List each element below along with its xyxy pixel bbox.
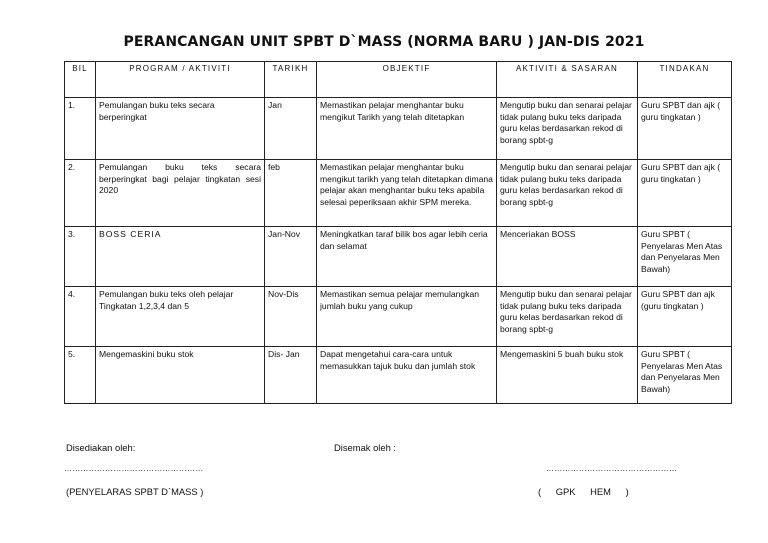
table-row	[65, 160, 732, 227]
checked-signature-line: …………………………………………	[546, 464, 678, 473]
cell-objektif: Memastikan pelajar menghantar buku mengikut tarikh yang telah ditetapkan dimana pelajar akan menghantar buku teks apabila selesai peperiksaan akhir SPM mereka.	[317, 160, 497, 227]
cell-aktiviti: Mengutip buku dan senarai pelajar tidak pulang buku teks daripada guru kelas berdasarkan rekod di borang spbt-g	[497, 287, 638, 347]
prepared-role: (PENYELARAS SPBT D`MASS )	[66, 486, 204, 497]
cell-tarikh: Dis- Jan	[265, 347, 317, 404]
cell-bil: 3.	[65, 227, 96, 287]
cell-tindakan: Guru SPBT ( Penyelaras Men Atas dan Penyelaras Men Bawah)	[638, 227, 732, 287]
cell-program: Pemulangan buku teks secara berperingkat bagi pelajar tingkatan sesi 2020	[96, 160, 265, 227]
cell-tarikh: feb	[265, 160, 317, 227]
cell-tindakan: Guru SPBT dan ajk ( guru tingkatan )	[638, 160, 732, 227]
cell-objektif: Memastikan semua pelajar memulangkan jumlah buku yang cukup	[317, 287, 497, 347]
header-tarikh: TARIKH	[265, 62, 317, 98]
cell-objektif: Dapat mengetahui cara-cara untuk memasukkan tajuk buku dan jumlah stok	[317, 347, 497, 404]
cell-aktiviti: Mengutip buku dan senarai pelajar tidak pulang buku teks daripada guru kelas berdasarkan rekod di borang spbt-g	[497, 98, 638, 160]
cell-program: Pemulangan buku teks secara berperingkat	[96, 98, 265, 160]
cell-aktiviti: Menceriakan BOSS	[497, 227, 638, 287]
cell-tarikh: Nov-Dis	[265, 287, 317, 347]
cell-aktiviti: Mengemaskini 5 buah buku stok	[497, 347, 638, 404]
cell-aktiviti: Mengutip buku dan senarai pelajar tidak pulang buku teks daripada guru kelas berdasarkan rekod di borang spbt-g	[497, 160, 638, 227]
cell-tindakan: Guru SPBT dan ajk (guru tingkatan )	[638, 287, 732, 347]
checked-by-label: Disemak oleh :	[334, 442, 397, 453]
prepared-by-label: Disediakan oleh:	[66, 442, 136, 453]
cell-bil: 1.	[65, 98, 96, 160]
header-aktiviti: AKTIVITI & SASARAN	[497, 62, 638, 98]
cell-program: Mengemaskini buku stok	[96, 347, 265, 404]
checked-role: ( GPK HEM )	[538, 486, 629, 497]
header-tindakan: TINDAKAN	[638, 62, 732, 98]
page-title: PERANCANGAN UNIT SPBT D`MASS (NORMA BARU ) JAN-DIS 2021	[123, 34, 645, 50]
header-program: PROGRAM / AKTIVITI	[96, 62, 265, 98]
plan-table	[64, 61, 732, 404]
cell-objektif: Meningkatkan taraf bilik bos agar lebih ceria dan selamat	[317, 227, 497, 287]
table-row	[65, 347, 732, 404]
cell-tindakan: Guru SPBT dan ajk ( guru tingkatan )	[638, 98, 732, 160]
header-objektif: OBJEKTIF	[317, 62, 497, 98]
cell-tindakan: Guru SPBT ( Penyelaras Men Atas dan Penyelaras Men Bawah)	[638, 347, 732, 404]
cell-bil: 5.	[65, 347, 96, 404]
table-row	[65, 98, 732, 160]
cell-tarikh: Jan	[265, 98, 317, 160]
cell-objektif: Memastikan pelajar menghantar buku mengikut Tarikh yang telah ditetapkan	[317, 98, 497, 160]
cell-bil: 2.	[65, 160, 96, 227]
cell-bil: 4.	[65, 287, 96, 347]
cell-program: Pemulangan buku teks oleh pelajar Tingkatan 1,2,3,4 dan 5	[96, 287, 265, 347]
cell-tarikh: Jan-Nov	[265, 227, 317, 287]
prepared-signature-line: ……………………………………………	[64, 464, 204, 473]
table-row	[65, 287, 732, 347]
table-header-row	[65, 62, 732, 98]
table-row	[65, 227, 732, 287]
header-bil: BIL	[65, 62, 96, 98]
cell-program: BOSS CERIA	[96, 227, 265, 287]
